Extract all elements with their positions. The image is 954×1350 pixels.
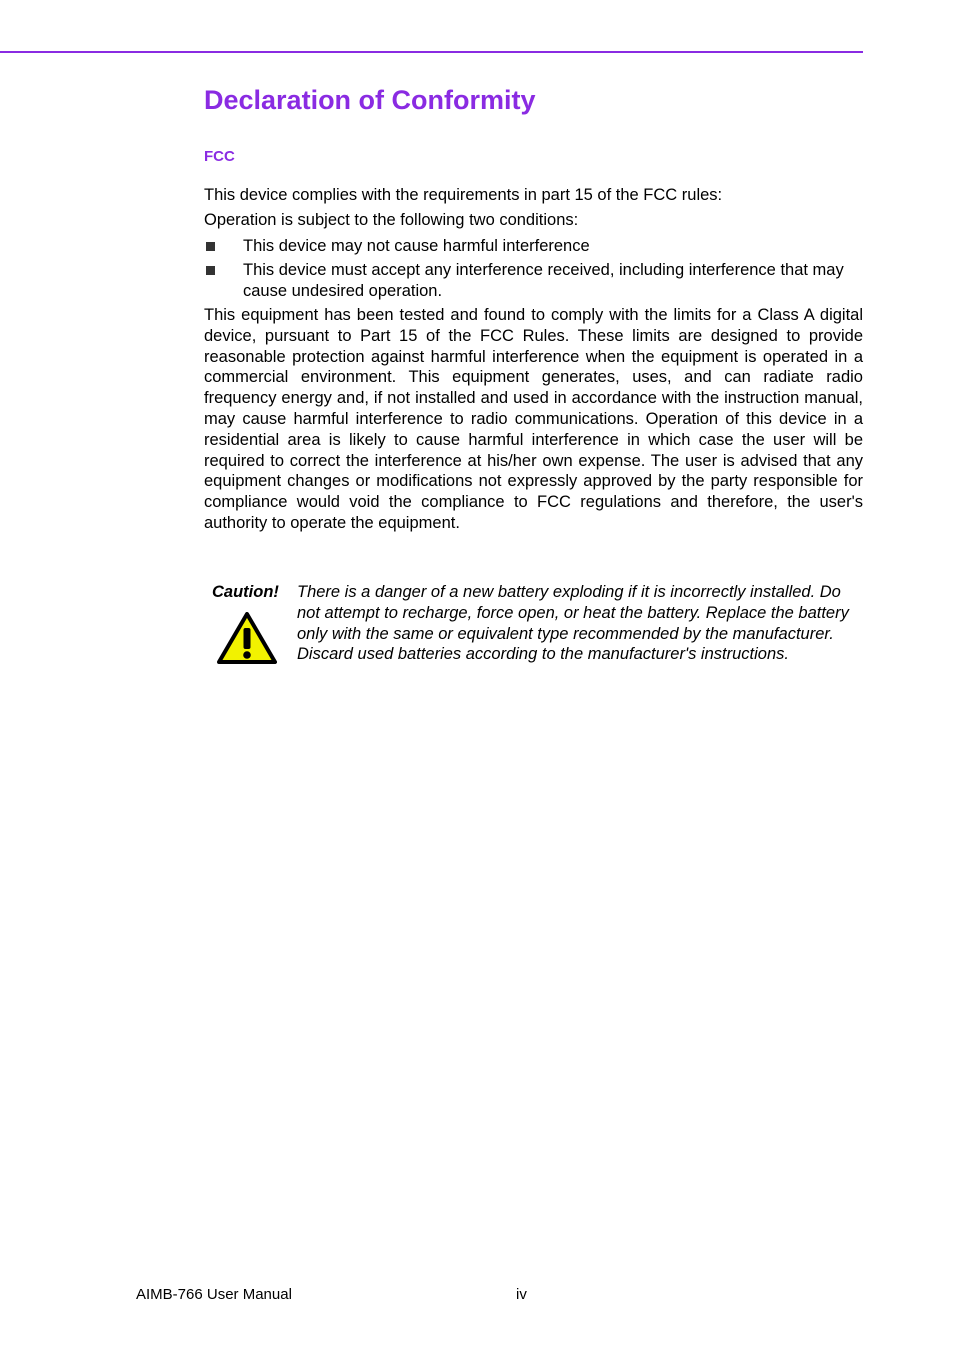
conditions-intro: Operation is subject to the following two conditions:	[204, 211, 579, 229]
caution-text: There is a danger of a new battery exploding if it is incorrectly installed. Do not attempt to recharge, force open, or heat the battery. Replace the battery only with the same or equivalent type recommended by the manufacturer. Discard used batteries according to the manufacturer's instructions.	[297, 583, 849, 664]
square-bullet-icon	[206, 242, 215, 251]
list-item	[204, 236, 863, 257]
header-rule	[0, 51, 863, 53]
list-item	[204, 260, 863, 302]
square-bullet-icon	[206, 266, 215, 275]
caution-label: Caution!	[212, 583, 279, 601]
class-a-statement: This equipment has been tested and found to comply with the limits for a Class A digital device, pursuant to Part 15 of the FCC Rules. These limits are designed to provide reasonable protection against harmful interference when the equipment is operated in a commercial environment. This equipment generates, uses, and can radiate radio frequency energy and, if not installed and used in accordance with the instruction manual, may cause harmful interference to radio communications. Operation of this device in a residential area is likely to cause harmful interference in which case the user will be required to correct the interference at his/her own expense. The user is advised that any equipment changes or modifications not expressly approved by the party responsible for compliance would void the compliance to FCC regulations and therefore, the user's authority to operate the equipment.	[204, 306, 863, 532]
warning-triangle-icon	[217, 612, 277, 664]
conditions-list	[204, 236, 863, 305]
footer-page-number: iv	[516, 1286, 527, 1303]
list-item-text: This device must accept any interference received, including interference that may cause undesired operation.	[243, 261, 844, 300]
section-heading-fcc: FCC	[204, 148, 235, 165]
compliance-statement: This device complies with the requirements in part 15 of the FCC rules:	[204, 186, 723, 204]
page-title: Declaration of Conformity	[204, 85, 536, 115]
footer-manual-name: AIMB-766 User Manual	[136, 1286, 292, 1303]
list-item-text: This device may not cause harmful interference	[243, 237, 590, 255]
